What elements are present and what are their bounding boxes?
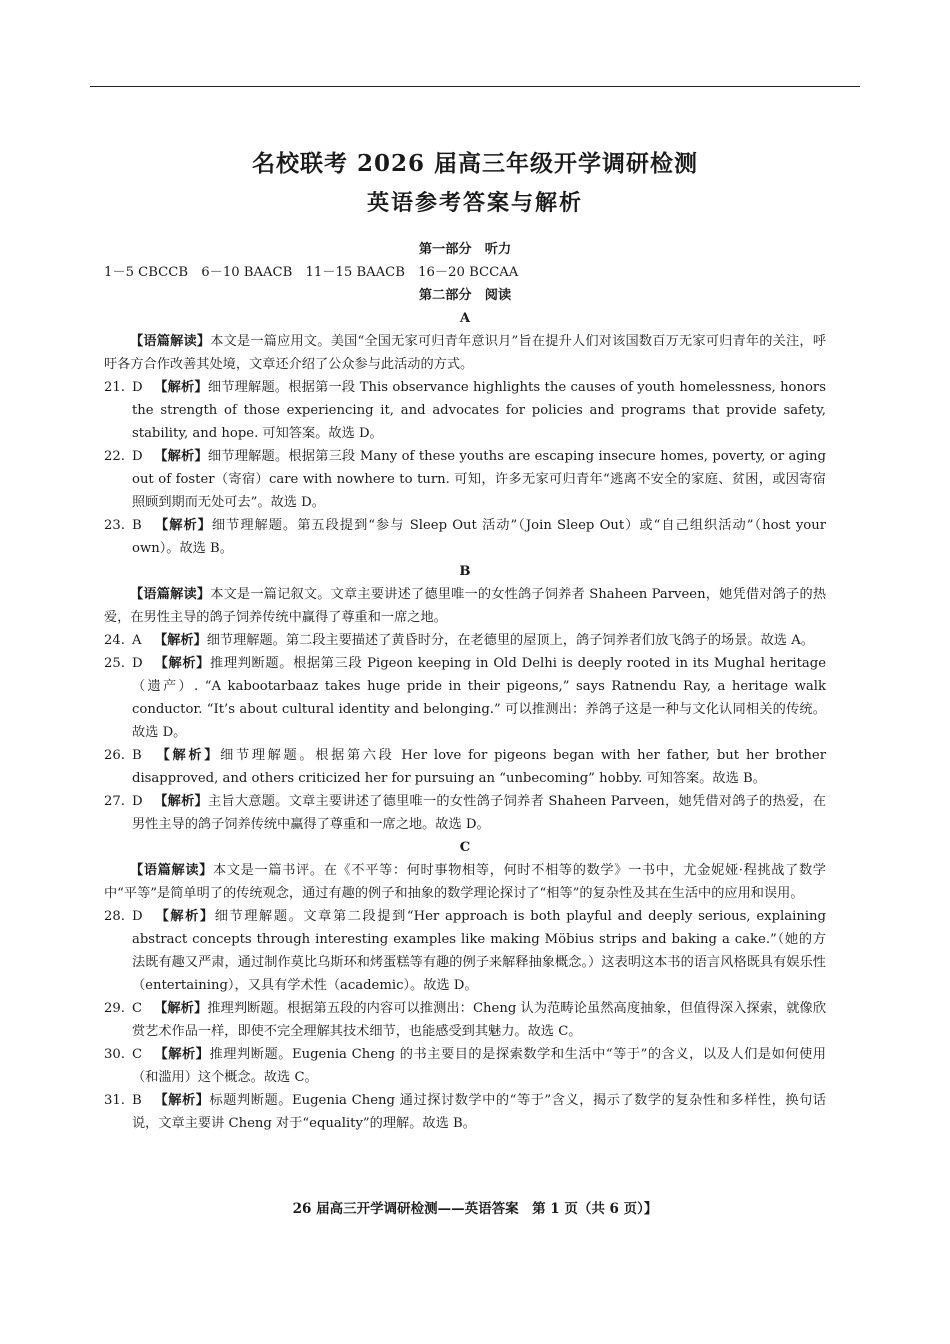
intro-tag: 【语篇解读】 — [130, 863, 214, 878]
question-number: 29. — [104, 1001, 125, 1016]
analysis-text: 细节理解题。第二段主要描述了黄昏时分，在老德里的屋顶上，鸽子饲养者们放飞鸽子的场景。故选 A。 — [206, 633, 814, 648]
section-b-intro — [104, 583, 826, 629]
question-number: 30. — [104, 1047, 125, 1062]
question-answer: A — [132, 633, 142, 648]
analysis-text: 推理判断题。根据第五段的内容可以推测出：Cheng 认为范畴论虽然高度抽象，但值得深入探索，就像欣赏艺术作品一样，即使不完全理解其技术细节，也能感受到其魅力。故选 C。 — [132, 1001, 827, 1039]
question-answer: C — [132, 1047, 143, 1062]
analysis-text: 细节理解题。第五段提到“参与 Sleep Out 活动”（Join Sleep Out）或“自己组织活动”（host your own）。故选 B。 — [132, 518, 827, 556]
question-item — [104, 1043, 826, 1089]
analysis-tag: 【解析】 — [154, 518, 212, 533]
question-number: 26. — [104, 748, 125, 763]
question-number: 25. — [104, 656, 125, 671]
page-footer: 26 届高三开学调研检测——英语答案 第 1 页（共 6 页）】 — [292, 1201, 658, 1217]
intro-text: 本文是一篇书评。在《不平等：何时事物相等，何时不相等的数学》一书中，尤金妮娅·程挑战了数学中“平等”是简单明了的传统观念，通过有趣的例子和抽象的数学理论探讨了“相等”的复杂性及其在生活中的应用和误用。 — [104, 863, 826, 901]
intro-text: 本文是一篇应用文。美国“全国无家可归青年意识月”旨在提升人们对该国数百万无家可归青年的关注，呼吁各方合作改善其处境，文章还介绍了公众参与此活动的方式。 — [104, 334, 827, 372]
question-answer: B — [132, 1093, 142, 1108]
question-answer: D — [132, 909, 143, 924]
analysis-tag: 【解析】 — [154, 1093, 210, 1108]
question-number: 21. — [104, 380, 125, 395]
question-answer: B — [132, 518, 142, 533]
analysis-text: 标题判断题。Eugenia Cheng 通过探讨数学中的“等于”含义，揭示了数学的复杂性和多样性，换句话说，文章主要讲 Cheng 对于“equality”的理解。故选 B。 — [132, 1093, 826, 1131]
analysis-text: 推理判断题。Eugenia Cheng 的书主要目的是探索数学和生活中“等于”的含义，以及人们是如何使用（和滥用）这个概念。故选 C。 — [132, 1047, 826, 1085]
question-item — [104, 744, 826, 790]
section-c-intro — [104, 859, 826, 905]
question-item — [104, 790, 826, 836]
question-item — [104, 514, 826, 560]
question-number: 31. — [104, 1093, 125, 1108]
intro-tag: 【语篇解读】 — [130, 334, 211, 349]
question-answer: D — [132, 656, 143, 671]
analysis-text: 主旨大意题。文章主要讲述了德里唯一的女性鸽子饲养者 Shaheen Parveen，她凭借对鸽子的热爱，在男性主导的鸽子饲养传统中赢得了尊重和一席之地。故选 D。 — [132, 794, 826, 832]
analysis-tag: 【解析】 — [154, 794, 208, 809]
question-answer: C — [132, 1001, 143, 1016]
analysis-tag: 【解析】 — [154, 656, 211, 671]
analysis-tag: 【解析】 — [154, 1001, 208, 1016]
analysis-text: 细节理解题。根据第三段 Many of these youths are escaping insecure homes, poverty, or aging out of foster（寄宿）care with nowhere to turn. 可知，许多无家可归青年“逃离不安全的家庭、贫困，或因寄宿照顾到期而无处可去”。故选 D。 — [132, 449, 826, 510]
intro-tag: 【语篇解读】 — [130, 587, 211, 602]
analysis-tag: 【解析】 — [154, 1047, 210, 1062]
question-item — [104, 629, 826, 652]
question-answer: B — [132, 748, 142, 763]
question-item — [104, 445, 826, 514]
header-rule — [90, 86, 860, 87]
analysis-tag: 【解析】 — [154, 909, 215, 924]
analysis-tag: 【解析】 — [154, 449, 208, 464]
question-number: 28. — [104, 909, 125, 924]
question-number: 24. — [104, 633, 125, 648]
question-number: 27. — [104, 794, 125, 809]
analysis-text: 推理判断题。根据第三段 Pigeon keeping in Old Delhi is deeply rooted in its Mughal heritage（遗产）. “A kabootarbaaz takes huge pride in their pigeons,” says Ratnendu Ray, a heritage walk conductor. “It’s about cultural identity and belonging.” 可以推测出：养鸽子这是一种与文化认同相关的传统。故选 D。 — [132, 656, 826, 740]
question-answer: D — [132, 449, 143, 464]
section-label-c: C — [459, 840, 471, 855]
document-title: 名校联考 2026 届高三年级开学调研检测 — [251, 150, 699, 177]
question-number: 23. — [104, 518, 125, 533]
analysis-text: 细节理解题。根据第一段 This observance highlights the causes of youth homelessness, honors the strength of those experiencing it, and advocates for policies and programs that provide safety, stability, and hope. 可知答案。故选 D。 — [132, 380, 827, 441]
question-answer: D — [132, 380, 143, 395]
question-item — [104, 376, 826, 445]
answer-content — [104, 238, 826, 1135]
question-number: 22. — [104, 449, 125, 464]
intro-text: 本文是一篇记叙文。文章主要讲述了德里唯一的女性鸽子饲养者 Shaheen Parveen，她凭借对鸽子的热爱，在男性主导的鸽子饲养传统中赢得了尊重和一席之地。 — [104, 587, 827, 625]
listening-answers: 1－5 CBCCB 6－10 BAACB 11－15 BAACB 16－20 BCCAA — [104, 265, 519, 280]
document-subtitle: 英语参考答案与解析 — [366, 190, 583, 216]
section-label-b: B — [459, 564, 471, 579]
question-item — [104, 1089, 826, 1135]
question-item — [104, 997, 826, 1043]
section-a-intro — [104, 330, 826, 376]
analysis-text: 细节理解题。根据第六段 Her love for pigeons began with her father, but her brother disapproved, and others criticized her for pursuing an “unbecoming” hobby. 可知答案。故选 B。 — [132, 748, 827, 786]
question-item — [104, 905, 826, 997]
question-answer: D — [132, 794, 143, 809]
analysis-tag: 【解析】 — [154, 633, 207, 648]
analysis-tag: 【解析】 — [154, 380, 208, 395]
section-label-a: A — [459, 311, 471, 326]
part2-heading: 第二部分 阅读 — [418, 288, 512, 303]
analysis-tag: 【解析】 — [154, 748, 221, 763]
analysis-text: 细节理解题。文章第二段提到“Her approach is both playful and deeply serious, explaining abstract concepts through interesting examples like making Möbius strips and baking a cake.”（她的方法既有趣又严肃，通过制作莫比乌斯环和烤蛋糕等有趣的例子来解释抽象概念。）这表明这本书的语言风格既具有娱乐性（entertaining），又具有学术性（academic）。故选 D。 — [132, 909, 826, 993]
part1-heading: 第一部分 听力 — [418, 242, 512, 257]
question-item — [104, 652, 826, 744]
